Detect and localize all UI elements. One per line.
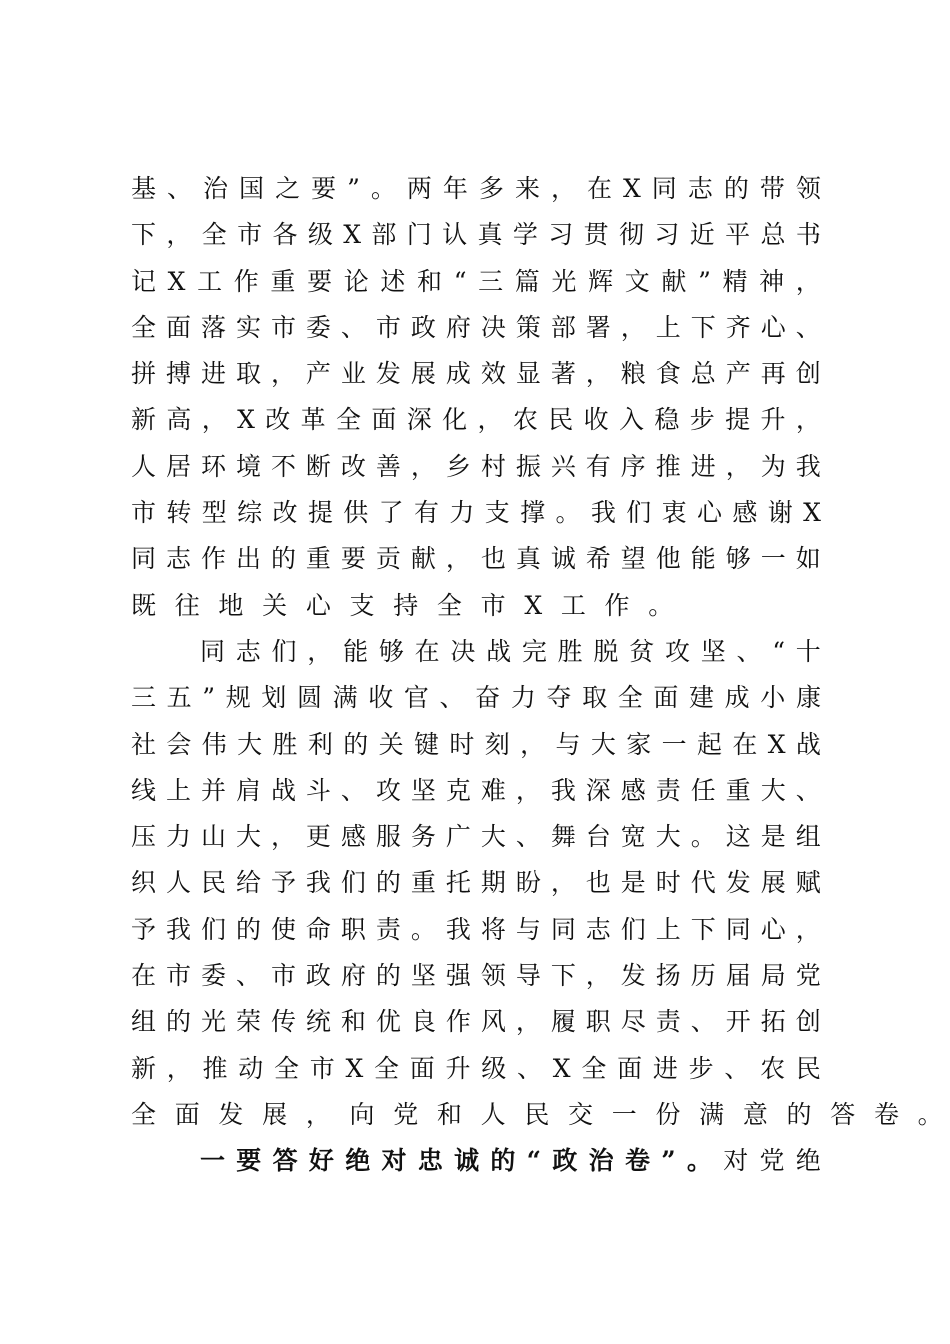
text-line: 组 的 光 荣 传 统 和 优 良 作 风 ， 履 职 尽 责 、 开 拓 创 xyxy=(131,1007,821,1037)
text-line: 新 高 ， X 改 革 全 面 深 化 ， 农 民 收 入 稳 步 提 升 ， xyxy=(131,405,821,435)
text-line: 新 ， 推 动 全 市 X 全 面 升 级 、 X 全 面 进 步 、 农 民 xyxy=(131,1053,821,1083)
text-line: 同 志 作 出 的 重 要 贡 献 ， 也 真 诚 希 望 他 能 够 一 如 xyxy=(131,544,821,574)
text-line: 基 、 治 国 之 要 ” 。 两 年 多 来 ， 在 X 同 志 的 带 领 xyxy=(131,174,821,203)
text-line: 织 人 民 给 予 我 们 的 重 托 期 盼 ， 也 是 时 代 发 展 赋 xyxy=(131,868,821,898)
text-line: 人 居 环 境 不 断 改 善 ， 乡 村 振 兴 有 序 推 进 ， 为 我 xyxy=(131,451,821,481)
text-line: 市 转 型 综 改 提 供 了 有 力 支 撑 。 我 们 衷 心 感 谢 X xyxy=(131,498,821,528)
text-line: 线 上 并 肩 战 斗 、 攻 坚 克 难 ， 我 深 感 责 任 重 大 、 xyxy=(131,775,821,805)
text-line: 记 X 工 作 重 要 论 述 和 “ 三 篇 光 辉 文 献 ” 精 神 ， xyxy=(131,266,821,296)
text-line: 予 我 们 的 使 命 职 责 。 我 将 与 同 志 们 上 下 同 心 ， xyxy=(131,914,821,944)
body-text xyxy=(131,166,943,1185)
text-line: 下 ， 全 市 各 级 X 部 门 认 真 学 习 贯 彻 习 近 平 总 书 xyxy=(131,220,821,250)
text-line: 拼 搏 进 取 ， 产 业 发 展 成 效 显 著 ， 粮 食 总 产 再 创 xyxy=(131,359,821,389)
text-line: 全 面 发 展 ， 向 党 和 人 民 交 一 份 满 意 的 答 卷 。 xyxy=(131,1099,943,1129)
paragraph-1 xyxy=(131,166,821,629)
text-line: 同 志 们 ， 能 够 在 决 战 完 胜 脱 贫 攻 坚 、 “ 十 xyxy=(200,636,821,666)
text-line: 全 面 落 实 市 委 、 市 政 府 决 策 部 署 ， 上 下 齐 心 、 xyxy=(131,312,821,342)
text-line: 一 要 答 好 绝 对 忠 诚 的 “ 政 治 卷 ” 。 对 党 绝 xyxy=(200,1146,821,1176)
text-line: 压 力 山 大 ， 更 感 服 务 广 大 、 舞 台 宽 大 。 这 是 组 xyxy=(131,822,821,852)
text-line: 在 市 委 、 市 政 府 的 坚 强 领 导 下 ， 发 扬 历 届 局 党 xyxy=(131,961,821,991)
paragraph-2 xyxy=(131,629,943,1138)
paragraph-3 xyxy=(131,1138,821,1184)
text-line: 社 会 伟 大 胜 利 的 关 键 时 刻 ， 与 大 家 一 起 在 X 战 xyxy=(131,729,821,759)
text-line: 三 五 ” 规 划 圆 满 收 官 、 奋 力 夺 取 全 面 建 成 小 康 xyxy=(131,683,821,713)
text-line: 既 往 地 关 心 支 持 全 市 X 工 作 。 xyxy=(131,590,674,620)
